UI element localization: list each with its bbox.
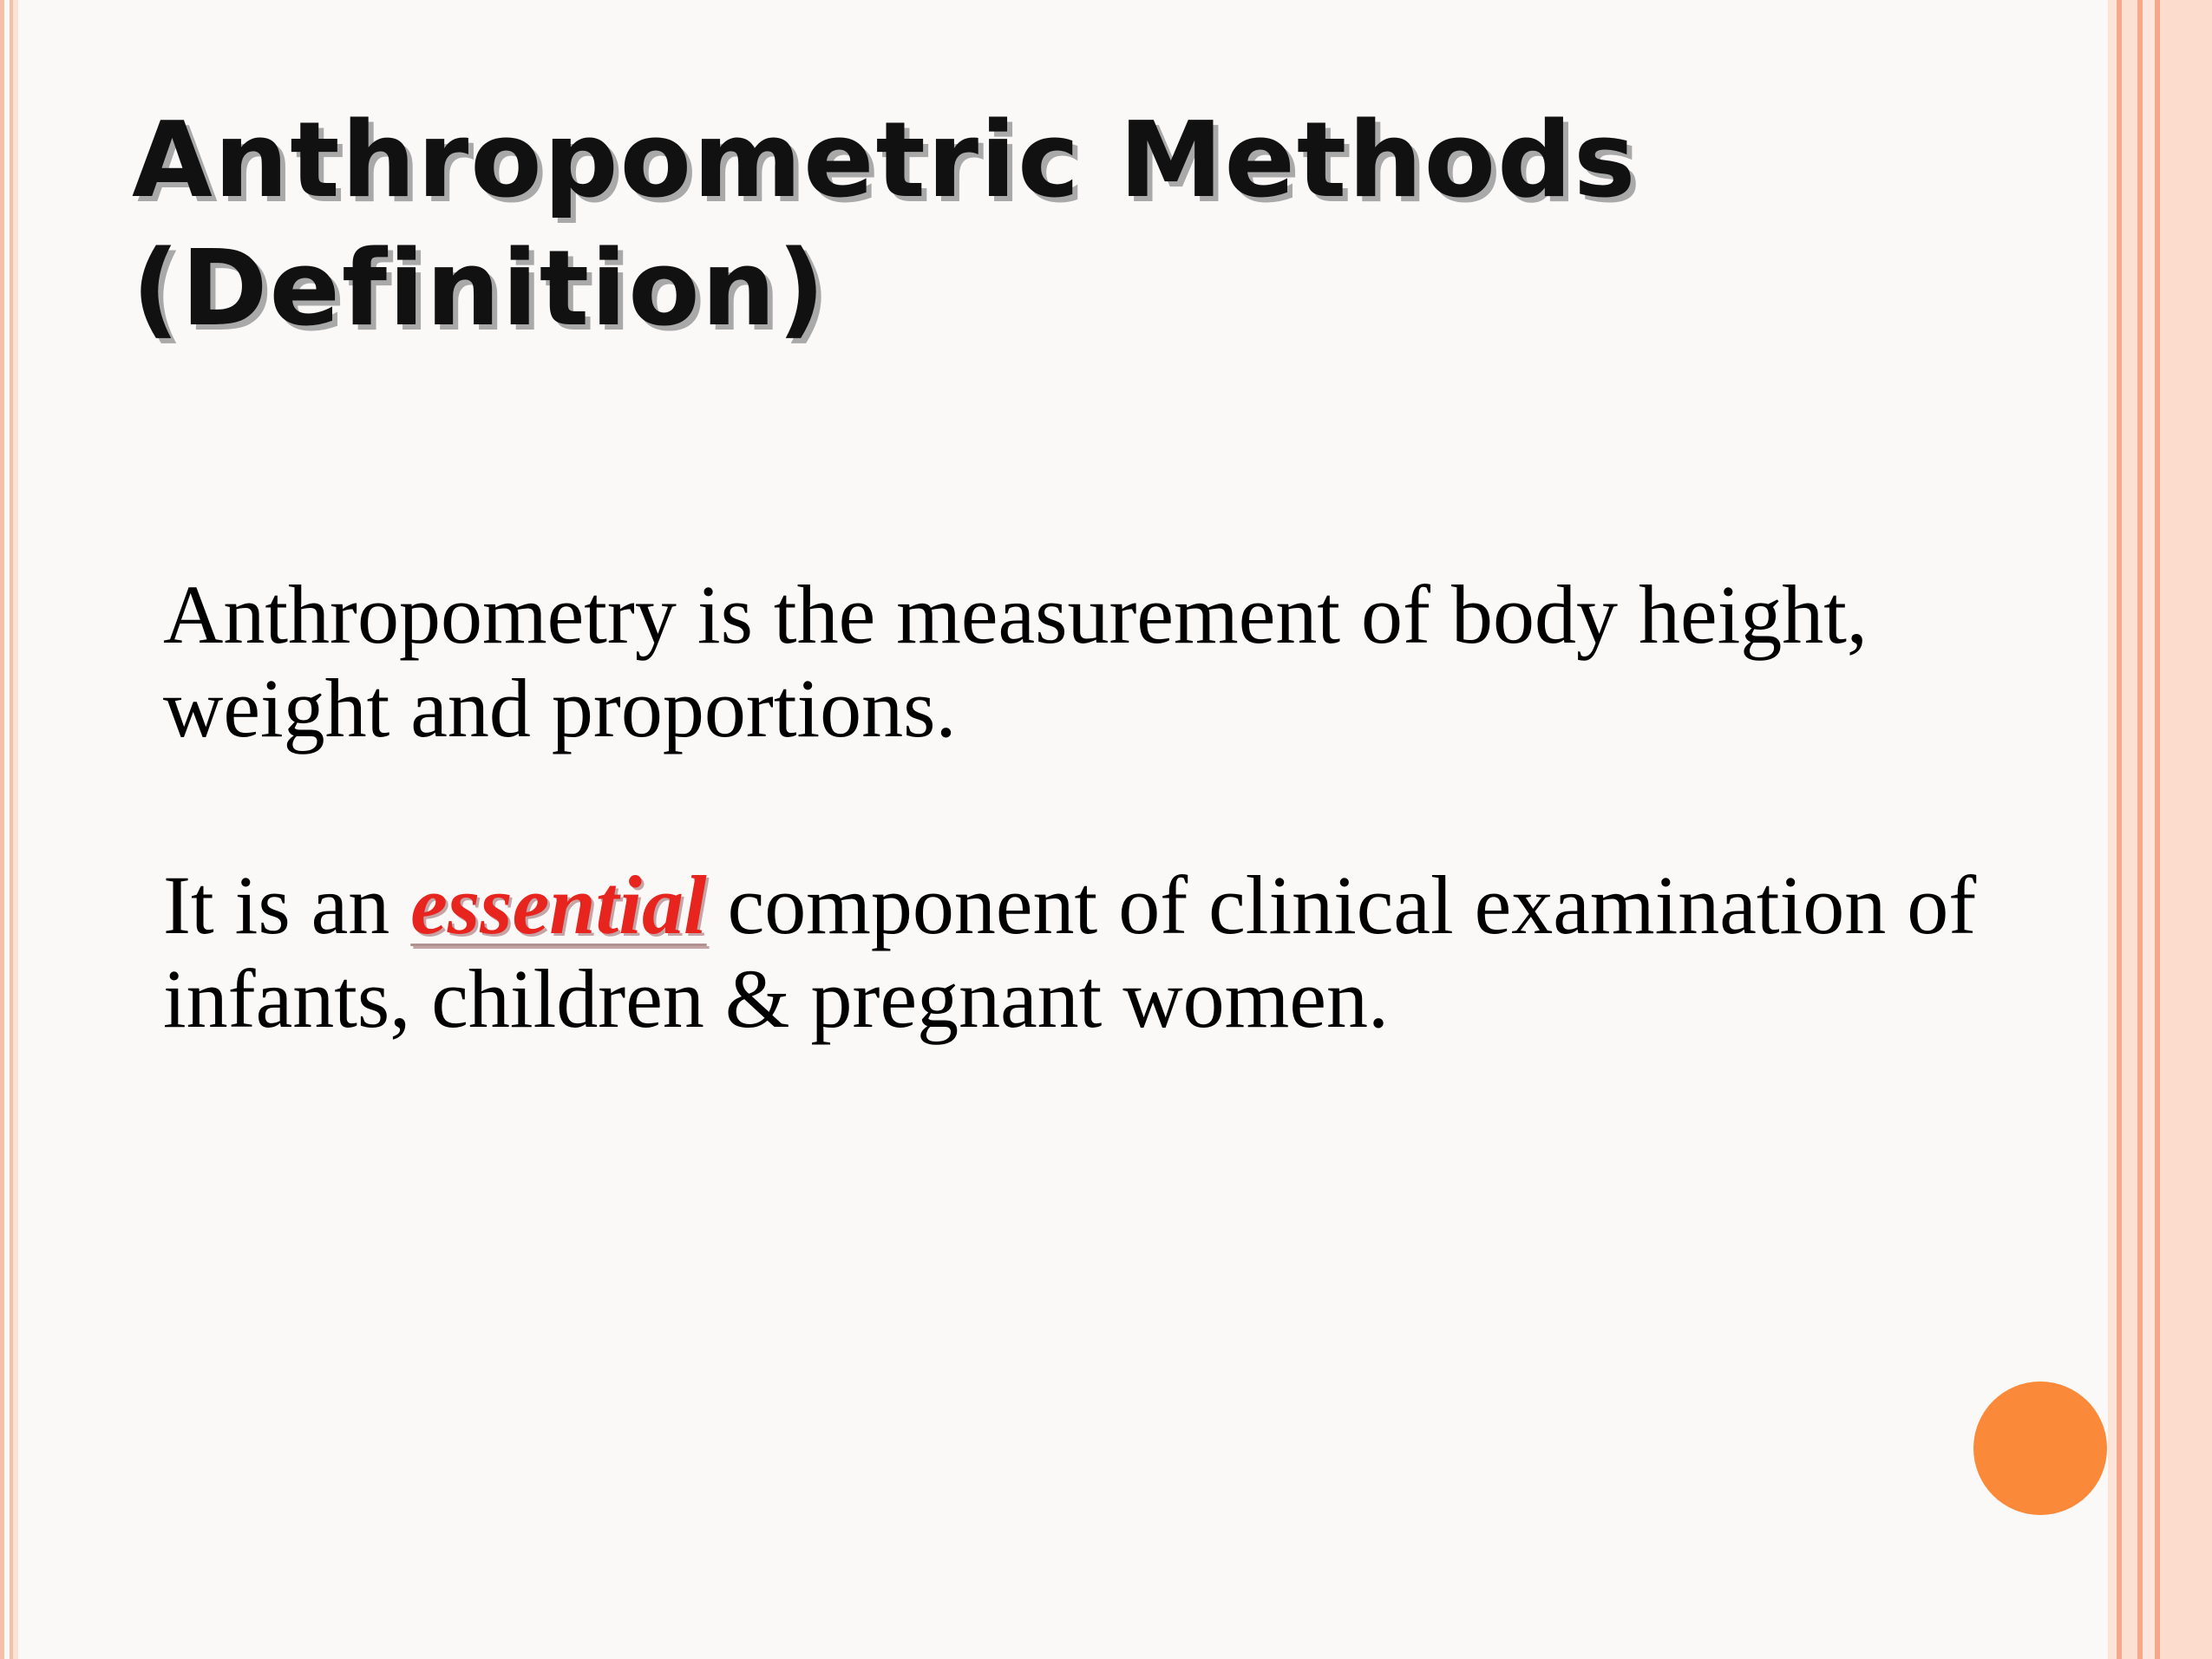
orange-circle-icon: [1973, 1381, 2107, 1515]
left-border-stripe: [13, 0, 18, 1659]
paragraph-1-line-1: Anthropometry is the measurement of body height,: [163, 568, 1868, 661]
paragraph-2-line-2: infants, children & pregnant women.: [163, 952, 1389, 1045]
slide-title: [132, 97, 2040, 354]
paragraph-1-line-2: weight and proportions.: [163, 662, 957, 754]
right-border-stripe: [2160, 0, 2212, 1659]
paragraph-2-line-1-rest: component of clinical examination of: [706, 859, 1977, 951]
title-line-1: Anthropometric Methods: [132, 101, 1638, 221]
right-border-stripe: [2108, 0, 2117, 1659]
essential-emphasis: essential: [410, 859, 707, 951]
importance-paragraph: [163, 859, 2071, 1046]
right-border-stripe: [2143, 0, 2155, 1659]
definition-paragraph: [163, 568, 2071, 755]
right-border-stripe: [2122, 0, 2137, 1659]
paragraph-2-prefix: It is an: [163, 859, 411, 951]
title-line-2: (Definition): [132, 229, 827, 349]
left-border-stripe: [0, 0, 4, 1659]
